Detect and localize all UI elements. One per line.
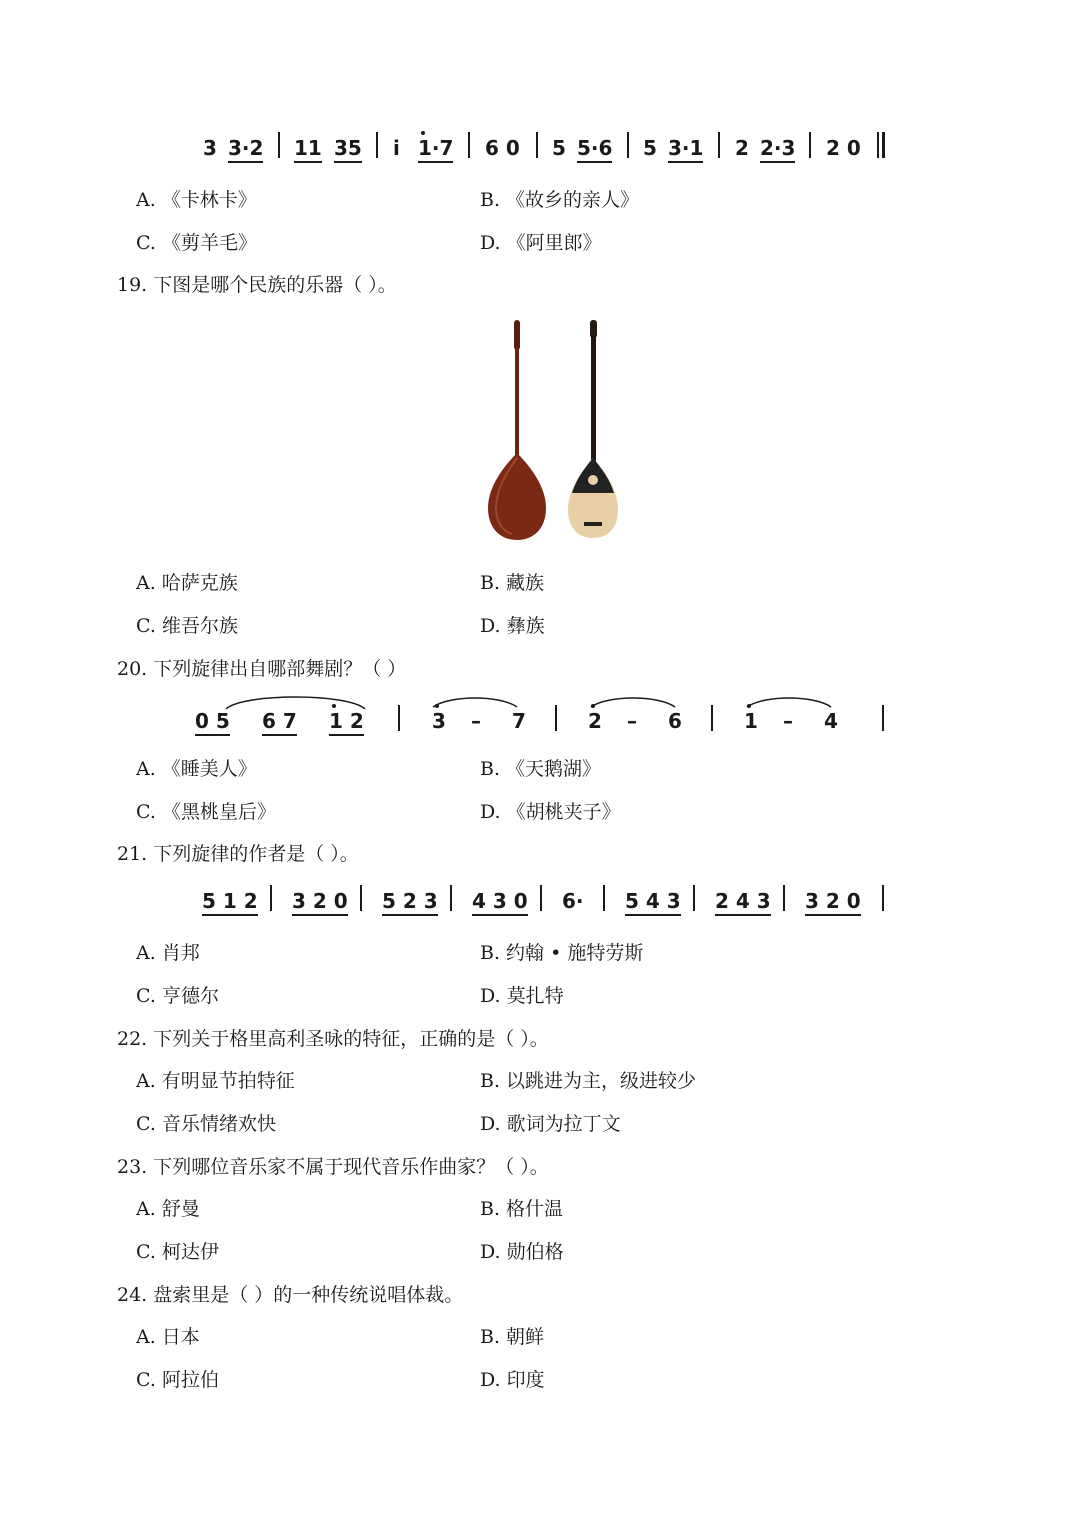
slur (223, 691, 368, 711)
note: 2 4 3 (715, 889, 771, 916)
note: 1 (744, 709, 758, 733)
instrument-illustration (480, 318, 630, 543)
q23-question: 23. 下列哪位音乐家不属于现代音乐作曲家？（ ）。 (117, 1156, 549, 1178)
q20-score (195, 709, 895, 743)
q21-question: 21. 下列旋律的作者是（ ）。 (117, 843, 359, 865)
q21-option-b[interactable]: B. 约翰 • 施特劳斯 (480, 942, 644, 964)
barline (627, 132, 629, 158)
q21-option-c[interactable]: C. 亨德尔 (136, 985, 219, 1007)
note: 2 0 (826, 136, 861, 160)
q23-option-a[interactable]: A. 舒曼 (136, 1198, 200, 1220)
q23-option-b[interactable]: B. 格什温 (480, 1198, 564, 1220)
q19-option-c[interactable]: C. 维吾尔族 (136, 615, 238, 637)
q18-score (200, 136, 900, 170)
q22-option-c[interactable]: C. 音乐情绪欢快 (136, 1113, 276, 1135)
slur (588, 693, 678, 709)
note: 11 (294, 136, 322, 163)
q24-question: 24. 盘索里是（ ）的一种传统说唱体裁。 (117, 1284, 464, 1306)
note: 5 1 2 (202, 889, 258, 916)
q24-option-b[interactable]: B. 朝鲜 (480, 1326, 545, 1348)
barline (693, 885, 695, 911)
barline (877, 132, 879, 158)
q22-option-a[interactable]: A. 有明显节拍特征 (136, 1070, 295, 1092)
note: 3·2 (228, 136, 263, 163)
barline (882, 705, 884, 731)
q21-option-d[interactable]: D. 莫扎特 (480, 985, 564, 1007)
q18-option-d[interactable]: D. 《阿里郎》 (480, 232, 602, 254)
note: 5 4 3 (625, 889, 681, 916)
note: 2 (588, 709, 602, 733)
note: 3 2 0 (292, 889, 348, 916)
final-barline (882, 132, 885, 158)
q22-option-d[interactable]: D. 歌词为拉丁文 (480, 1113, 621, 1135)
dash: – (627, 709, 637, 733)
barline (882, 885, 884, 911)
note: 4 3 0 (472, 889, 528, 916)
q22-option-b[interactable]: B. 以跳进为主，级进较少 (480, 1070, 697, 1092)
note: 5 (552, 136, 566, 160)
slur (744, 693, 834, 709)
q19-option-a[interactable]: A. 哈萨克族 (136, 572, 238, 594)
note: 6· (562, 889, 584, 913)
barline (718, 132, 720, 158)
note: 4 (824, 709, 838, 733)
barline (270, 885, 272, 911)
octave-dot (332, 704, 336, 708)
note: 5·6 (577, 136, 612, 163)
dash: – (783, 709, 793, 733)
dombra-instruments-image (480, 318, 630, 543)
q20-question: 20. 下列旋律出自哪部舞剧？（ ） (117, 658, 407, 680)
note: 5 (643, 136, 657, 160)
q20-option-b[interactable]: B. 《天鹅湖》 (480, 758, 602, 780)
barline (450, 885, 452, 911)
q21-score (200, 889, 900, 923)
barline (278, 132, 280, 158)
barline (711, 705, 713, 731)
barline (360, 885, 362, 911)
octave-dot (591, 704, 595, 708)
barline (603, 885, 605, 911)
barline (376, 132, 378, 158)
note: 3·1 (668, 136, 703, 163)
note: 2·3 (760, 136, 795, 163)
octave-dot (435, 704, 439, 708)
note: 7 (512, 709, 526, 733)
note: 6 (668, 709, 682, 733)
q24-option-d[interactable]: D. 印度 (480, 1369, 545, 1391)
note: 35 (334, 136, 362, 163)
dash: – (471, 709, 481, 733)
note: 5 2 3 (382, 889, 438, 916)
note: 1·7 (418, 136, 453, 163)
octave-dot (421, 131, 425, 135)
note: 6 7 (262, 709, 297, 736)
octave-dot (747, 704, 751, 708)
barline (398, 705, 400, 731)
note: 3 (203, 136, 217, 160)
note: 3 (432, 709, 446, 733)
q24-option-c[interactable]: C. 阿拉伯 (136, 1369, 219, 1391)
q22-question: 22. 下列关于格里高利圣咏的特征，正确的是（ ）。 (117, 1028, 549, 1050)
q20-option-d[interactable]: D. 《胡桃夹子》 (480, 801, 621, 823)
q19-question: 19. 下图是哪个民族的乐器（ ）。 (117, 274, 397, 296)
q23-option-d[interactable]: D. 勋伯格 (480, 1241, 564, 1263)
barline (468, 132, 470, 158)
q18-option-a[interactable]: A. 《卡林卡》 (136, 189, 257, 211)
slur (430, 693, 520, 709)
note: i (393, 136, 400, 160)
barline (809, 132, 811, 158)
barline (540, 885, 542, 911)
q21-option-a[interactable]: A. 肖邦 (136, 942, 200, 964)
barline (555, 705, 557, 731)
q19-option-b[interactable]: B. 藏族 (480, 572, 545, 594)
note: 2 (735, 136, 749, 160)
note: 0 5 (195, 709, 230, 736)
barline (783, 885, 785, 911)
note: 6 0 (485, 136, 520, 160)
note: 1 2 (329, 709, 364, 736)
q18-option-c[interactable]: C. 《剪羊毛》 (136, 232, 257, 254)
q20-option-a[interactable]: A. 《睡美人》 (136, 758, 257, 780)
q20-option-c[interactable]: C. 《黑桃皇后》 (136, 801, 276, 823)
q18-option-b[interactable]: B. 《故乡的亲人》 (480, 189, 640, 211)
note: 3 2 0 (805, 889, 861, 916)
barline (536, 132, 538, 158)
q23-option-c[interactable]: C. 柯达伊 (136, 1241, 219, 1263)
q24-option-a[interactable]: A. 日本 (136, 1326, 200, 1348)
q19-option-d[interactable]: D. 彝族 (480, 615, 545, 637)
